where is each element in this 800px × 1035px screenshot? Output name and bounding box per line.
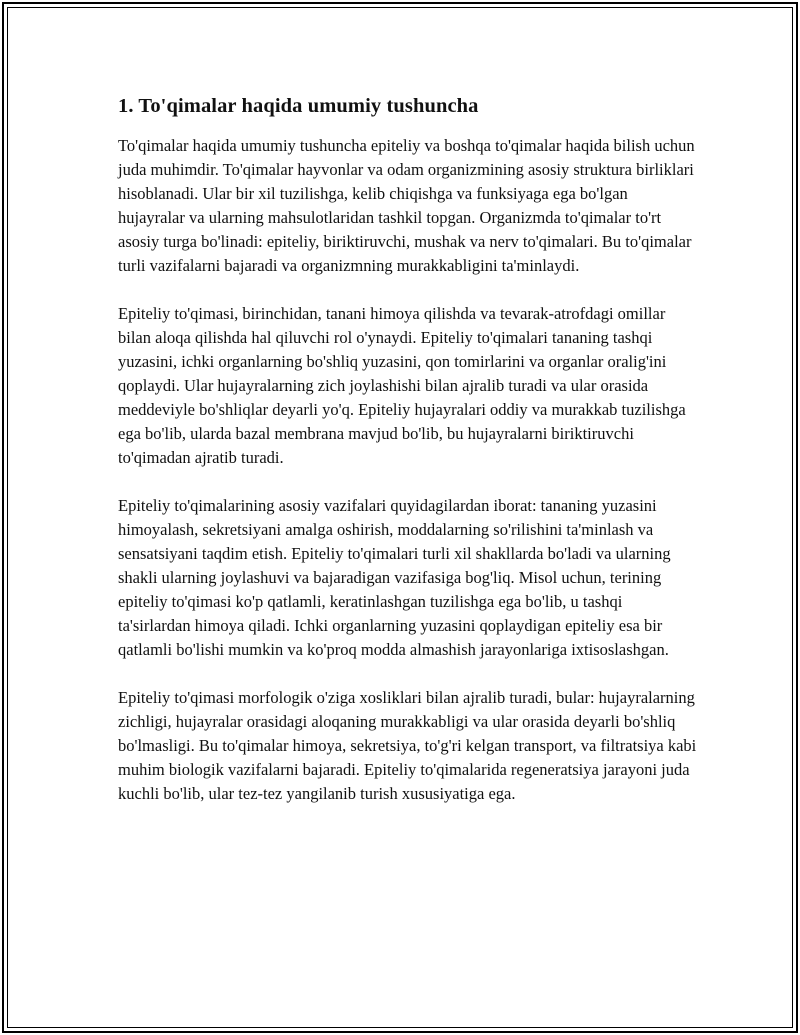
paragraph-3: Epiteliy to'qimalarining asosiy vazifalari quyidagilardan iborat: tananing yuzasini himoyalash, sekretsiyani amalga oshirish, moddalarning so'rilishini ta'minlash va sensatsiyani taqdim etish. Epiteliy to'qimalari turli xil shakllarda bo'ladi va ularning shakli ularning joylashuvi va bajaradigan vazifasiga bog'liq. Misol uchun, terining epiteliy to'qimasi ko'p qatlamli, keratinlashgan tuzilishga ega bo'lib, u tashqi ta'sirlardan himoya qiladi. Ichki organlarning yuzasini qoplaydigan epiteliy esa bir qatlamli bo'lishi mumkin va ko'proq modda almashish jarayonlariga ixtisoslashgan. <box>118 496 671 659</box>
paragraph-2: Epiteliy to'qimasi, birinchidan, tanani himoya qilishda va tevarak-atrofdagi omillar bilan aloqa qilishda hal qiluvchi rol o'ynaydi. Epiteliy to'qimalari tananing tashqi yuzasini, ichki organlarning bo'shliq yuzasini, qon tomirlarini va organlar oralig'ini qoplaydi. Ular hujayralarning zich joylashishi bilan ajralib turadi va ular orasida meddeviyle bo'shliqlar deyarli yo'q. Epiteliy hujayralari oddiy va murakkab tuzilishga ega bo'lib, ularda bazal membrana mavjud bo'lib, bu hujayralarni biriktiruvchi to'qimadan ajratib turadi. <box>118 304 686 467</box>
document-body <box>118 92 698 830</box>
paragraph-1: To'qimalar haqida umumiy tushuncha epiteliy va boshqa to'qimalar haqida bilish uchun juda muhimdir. To'qimalar hayvonlar va odam organizmining asosiy struktura birliklari hisoblanadi. Ular bir xil tuzilishga, kelib chiqishga va funksiyaga ega bo'lgan hujayralar va ularning mahsulotlaridan tashkil topgan. Organizmda to'qimalar to'rt asosiy turga bo'linadi: epiteliy, biriktiruvchi, mushak va nerv to'qimalari. Bu to'qimalar turli vazifalarni bajaradi va organizmning murakkabligini ta'minlaydi. <box>118 136 695 275</box>
section-heading: 1. To'qimalar haqida umumiy tushuncha <box>118 95 479 117</box>
paragraph-4: Epiteliy to'qimasi morfologik o'ziga xosliklari bilan ajralib turadi, bular: hujayralarning zichligi, hujayralar orasidagi aloqaning murakkabligi va ular orasida deyarli bo'shliq bo'lmasligi. Bu to'qimalar himoya, sekretsiya, to'g'ri kelgan transport, va filtratsiya kabi muhim biologik vazifalarni bajaradi. Epiteliy to'qimalarida regeneratsiya jarayoni juda kuchli bo'lib, ular tez-tez yangilanib turish xususiyatiga ega. <box>118 688 697 803</box>
